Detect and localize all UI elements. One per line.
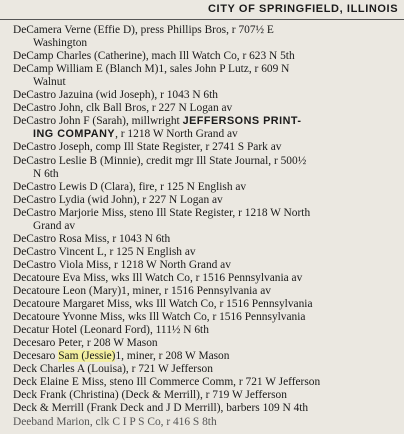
directory-entry <box>13 50 295 62</box>
entry-text: Decatoure Leon (Mary)1, miner, r 1516 Pennsylvania av <box>13 285 271 297</box>
entry-continuation <box>33 220 75 232</box>
entry-text: DeCastro Lydia (wid John), r 227 N Logan av <box>13 193 223 206</box>
directory-entry <box>13 207 310 219</box>
directory-entry <box>13 181 246 193</box>
directory-entry <box>13 350 229 362</box>
directory-entry <box>13 24 274 36</box>
entry-text: Grand av <box>33 219 76 232</box>
directory-entry <box>13 115 301 127</box>
directory-entry <box>13 416 217 428</box>
entry-pre: DeCastro John F (Sarah), millwright <box>13 115 183 128</box>
entry-text: Decatoure Yvonne Miss, wks Ill Watch Co, r 1516 Pennsylvania <box>13 311 306 324</box>
directory-entry <box>13 363 213 375</box>
entry-text: Decatoure Margaret Miss, wks Ill Watch Co, r 1516 Pennsylvania <box>13 298 313 311</box>
entry-text: Deck & Merrill (Frank Deck and J D Merrill), barbers 109 N 4th <box>13 402 309 415</box>
entry-text: DeCastro Rosa Miss, r 1043 N 6th <box>13 232 171 245</box>
directory-entry <box>13 272 302 284</box>
entry-post: , r 1218 W North Grand av <box>115 128 238 141</box>
directory-entry <box>13 102 232 114</box>
directory-entry <box>13 337 158 349</box>
entry-text: DeCastro John, clk Ball Bros, r 227 N Logan av <box>13 102 233 115</box>
directory-entry <box>13 155 306 167</box>
entry-text: Walnut <box>33 76 66 89</box>
directory-entry <box>13 285 271 297</box>
entry-text: DeCastro Lewis D (Clara), fire, r 125 N English av <box>13 180 247 193</box>
page-header-title: CITY OF SPRINGFIELD, ILLINOIS <box>208 3 399 15</box>
entry-text: DeCastro Joseph, comp Ill State Register, r 2741 S Park av <box>13 141 282 154</box>
entry-text: DeCastro Vincent L, r 125 N English av <box>13 245 196 258</box>
directory-entry <box>13 324 209 336</box>
entry-text: Deck Frank (Christina) (Deck & Merrill), r 719 W Jefferson <box>13 389 287 402</box>
directory-entry <box>13 141 281 153</box>
entry-text: DeCamp William E (Blanch M)1, sales John P Lutz, r 609 N <box>13 63 290 76</box>
directory-entry <box>13 259 231 271</box>
directory-entry <box>13 376 320 388</box>
directory-entry <box>13 89 218 101</box>
entry-continuation <box>33 76 66 88</box>
entry-text: DeCamera Verne (Effie D), press Phillips Bros, r 707½ E <box>13 24 274 36</box>
entry-text: DeCastro Viola Miss, r 1218 W North Grand av <box>13 258 231 271</box>
header-rule <box>0 19 404 20</box>
entry-hl: Sam (Jessie) <box>58 350 116 363</box>
entry-continuation <box>33 128 238 140</box>
entry-text: DeCamp Charles (Catherine), mach Ill Watch Co, r 623 N 5th <box>13 50 295 63</box>
directory-entry <box>13 246 196 258</box>
entry-pre: Decesaro <box>13 350 59 363</box>
directory-entry <box>13 311 305 323</box>
entry-text: Decatoure Eva Miss, wks Ill Watch Co, r 1516 Pennsylvania av <box>13 271 303 284</box>
entry-continuation <box>33 168 59 180</box>
entry-text: DeCastro Jazuina (wid Joseph), r 1043 N 6th <box>13 89 218 102</box>
entry-post: 1, miner, r 208 W Mason <box>115 350 230 363</box>
entry-text: Deck Elaine E Miss, steno Ill Commerce Comm, r 721 W Jefferson <box>13 376 321 389</box>
directory-entry <box>13 194 223 206</box>
entry-bold: ING COMPANY <box>33 128 116 141</box>
entry-text: Washington <box>33 37 88 50</box>
directory-entry <box>13 233 170 245</box>
directory-entry <box>13 389 287 401</box>
directory-entry <box>13 63 289 75</box>
entry-bold: JEFFERSONS PRINT- <box>182 115 302 128</box>
entry-continuation <box>33 37 87 49</box>
entry-text: DeCastro Marjorie Miss, steno Ill State Register, r 1218 W North <box>13 206 311 219</box>
page-header <box>0 0 404 19</box>
entry-text: DeCastro Leslie B (Minnie), credit mgr Ill State Journal, r 500½ <box>13 154 307 167</box>
entry-text: Decesaro Peter, r 208 W Mason <box>13 337 158 350</box>
entry-text: Deeband Marion, clk C I P S Co, r 416 S 8th <box>13 415 217 428</box>
entry-text: N 6th <box>33 167 59 180</box>
entry-text: Decatur Hotel (Leonard Ford), 111½ N 6th <box>13 324 209 337</box>
directory-entry <box>13 298 313 310</box>
directory-entry <box>13 402 308 414</box>
entry-text: Deck Charles A (Louisa), r 721 W Jefferson <box>13 363 213 376</box>
